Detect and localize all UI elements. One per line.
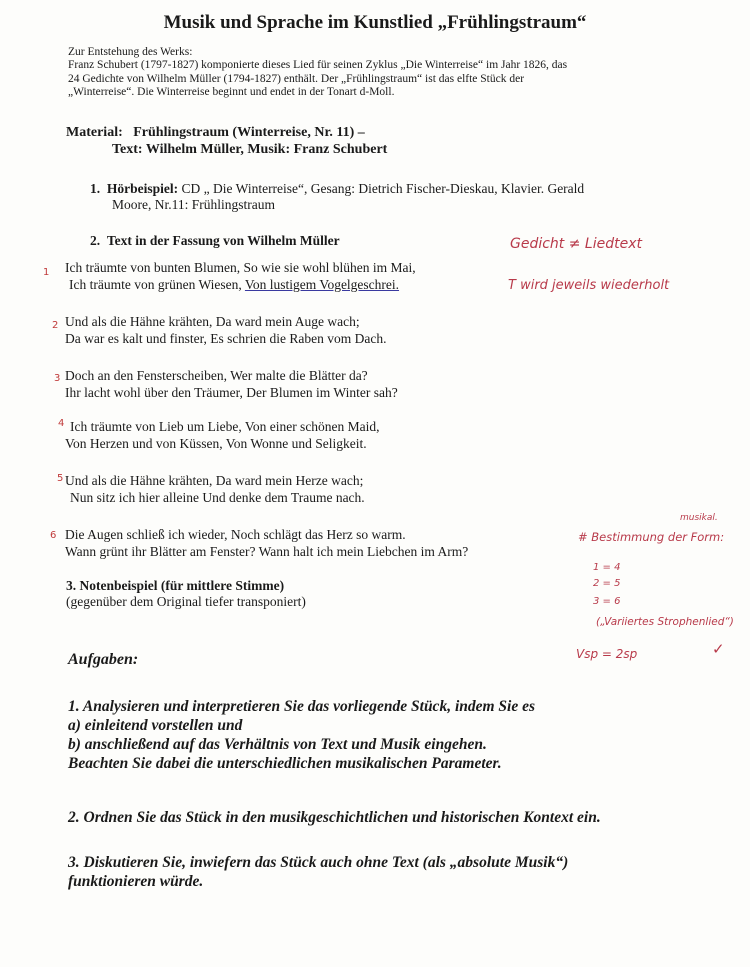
item-text-section [90, 233, 340, 249]
verse-3 [65, 367, 535, 401]
verse-line: Doch an den Fensterscheiben, Wer malte die Blätter da? [65, 368, 368, 383]
handwritten-note: musikal. [680, 513, 718, 523]
verse-4 [65, 418, 535, 452]
verse-line: Ihr lacht wohl über den Träumer, Der Blumen im Winter sah? [65, 385, 398, 400]
verse-line: Da war es kalt und finster, Es schrien die Raben vom Dach. [65, 331, 387, 346]
item-text: CD „ Die Winterreise“, Gesang: Dietrich Fischer-Dieskau, Klavier. Gerald [181, 181, 585, 196]
handwritten-note: („Variiertes Strophenlied“) [596, 616, 734, 628]
handwritten-note: 1 = 4 [593, 562, 621, 573]
handwritten-note: Vsp = 2sp [576, 647, 638, 661]
verse-line: Ich träumte von grünen Wiesen, [69, 277, 242, 292]
handwritten-note: T wird jeweils wiederholt [508, 278, 670, 293]
handwritten-note: 2 = 5 [593, 578, 621, 589]
intro-heading: Zur Entstehung des Werks: [68, 46, 193, 58]
material-section [66, 124, 387, 158]
verse-number: 5 [57, 473, 64, 484]
verse-line: Von Herzen und von Küssen, Von Wonne und Seligkeit. [65, 436, 367, 451]
verse-line: Und als die Hähne krähten, Da ward mein Auge wach; [65, 314, 360, 329]
item-label: Text in der Fassung von Wilhelm Müller [106, 233, 340, 248]
verse-5 [65, 472, 535, 506]
verse-line: Die Augen schließ ich wieder, Noch schlägt das Herz so warm. [65, 527, 406, 542]
handwritten-note: 3 = 6 [593, 596, 621, 607]
verse-line: Ich träumte von bunten Blumen, So wie sie wohl blühen im Mai, [65, 260, 416, 275]
handwritten-note: Gedicht ≠ Liedtext [510, 236, 642, 252]
intro-section [68, 46, 678, 100]
verse-line-underlined: Von lustigem Vogelgeschrei. [244, 277, 400, 292]
page-title: Musik und Sprache im Kunstlied „Frühlingstraum“ [163, 12, 587, 33]
verse-1 [65, 259, 535, 293]
intro-line: 24 Gedichte von Wilhelm Müller (1794-1827) enthält. Der „Frühlingstraum“ ist das elfte Stück der [68, 72, 525, 85]
item-label: Hörbeispiel: [106, 181, 179, 196]
item-hoerbeispiel [90, 181, 670, 213]
check-mark-icon: ✓ [712, 640, 725, 658]
item-text: (gegenüber dem Original tiefer transponiert) [66, 594, 306, 609]
tasks-heading: Aufgaben: [68, 651, 139, 668]
verse-6 [65, 526, 545, 560]
intro-line: Franz Schubert (1797-1827) komponierte dieses Lied für seinen Zyklus „Die Winterreise“ im Jahr 1826, das [68, 59, 568, 72]
material-line: Frühlingstraum (Winterreise, Nr. 11) – [133, 125, 365, 140]
material-line: Text: Wilhelm Müller, Musik: Franz Schubert [112, 142, 388, 157]
task-2: 2. Ordnen Sie das Stück in den musikgeschichtlichen und historischen Kontext ein. [68, 809, 601, 826]
material-label: Material: [66, 125, 123, 140]
task-line: 3. Diskutieren Sie, inwiefern das Stück auch ohne Text (als „absolute Musik“) [68, 854, 569, 871]
task-line: Beachten Sie dabei die unterschiedlichen musikalischen Parameter. [68, 755, 502, 772]
verse-number: 3 [54, 373, 61, 384]
verse-line: Nun sitz ich hier alleine Und denke dem Traume nach. [70, 490, 365, 505]
task-1 [68, 697, 535, 773]
item-text: Moore, Nr.11: Frühlingstraum [112, 197, 275, 212]
verse-number: 6 [50, 530, 57, 541]
task-line: b) anschließend auf das Verhältnis von Text und Musik eingehen. [68, 736, 487, 753]
verse-2 [65, 313, 535, 347]
item-label: 3. Notenbeispiel (für mittlere Stimme) [66, 578, 285, 593]
verse-number: 2 [52, 320, 59, 331]
task-3 [68, 853, 568, 891]
item-notenbeispiel [66, 578, 306, 610]
item-number: 1. [90, 181, 101, 196]
verse-line: Ich träumte von Lieb um Liebe, Von einer schönen Maid, [70, 419, 380, 434]
verse-number: 4 [58, 418, 65, 429]
verse-line: Und als die Hähne krähten, Da ward mein Herze wach; [65, 473, 364, 488]
task-line: 1. Analysieren und interpretieren Sie das vorliegende Stück, indem Sie es [68, 698, 536, 715]
handwritten-note: # Bestimmung der Form: [578, 530, 725, 544]
item-number: 2. [90, 233, 101, 248]
intro-line: „Winterreise“. Die Winterreise beginnt und endet in der Tonart d-Moll. [68, 86, 395, 99]
task-line: a) einleitend vorstellen und [68, 717, 243, 734]
verse-number: 1 [43, 267, 50, 278]
verse-line: Wann grünt ihr Blätter am Fenster? Wann halt ich mein Liebchen im Arm? [65, 544, 469, 559]
task-line: funktionieren würde. [68, 873, 204, 890]
